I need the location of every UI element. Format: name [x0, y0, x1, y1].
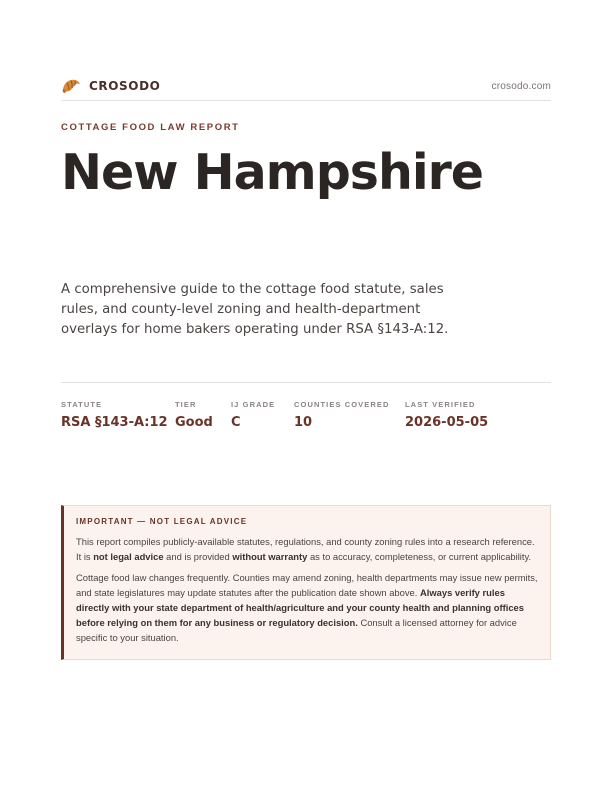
notice-text: This report compiles publicly-available statutes, regulations, and county zoning rules into a research reference. It is: [76, 536, 535, 562]
meta-ij-grade: [231, 400, 275, 430]
site-url[interactable]: crosodo.com: [491, 80, 551, 92]
page-title: New Hampshire: [61, 144, 484, 201]
notice-paragraph: [76, 534, 538, 564]
brand[interactable]: [61, 77, 160, 95]
report-meta: [61, 400, 551, 440]
divider: [61, 382, 551, 383]
notice-paragraph: [76, 570, 538, 645]
meta-value: 10: [294, 415, 313, 430]
croissant-icon: [61, 77, 81, 95]
meta-label: STATUTE: [61, 400, 103, 409]
report-lede: A comprehensive guide to the cottage food statute, sales rules, and county-level zoning and health-department overlays for home bakers operating under RSA §143-A:12.: [61, 282, 449, 337]
meta-label: COUNTIES COVERED: [294, 400, 390, 409]
meta-label: IJ GRADE: [231, 400, 276, 409]
notice-title: IMPORTANT — NOT LEGAL ADVICE: [76, 517, 248, 526]
notice-emphasis: without warranty: [232, 551, 308, 562]
notice-text: Consult a licensed attorney for advice specific to your situation.: [76, 617, 517, 643]
divider: [61, 100, 551, 101]
report-kicker: COTTAGE FOOD LAW REPORT: [61, 122, 240, 133]
meta-counties-covered: [294, 400, 390, 430]
header: [61, 76, 551, 96]
notice-text: Cottage food law changes frequently. Counties may amend zoning, health departments may issue new permits, and state legislatures may update statutes after the publication date shown above.: [76, 572, 538, 598]
notice-text: and is provided: [163, 551, 233, 562]
meta-value: RSA §143-A:12: [61, 415, 168, 430]
notice-text: as to accuracy, completeness, or current applicability.: [307, 551, 532, 562]
meta-label: TIER: [175, 400, 197, 409]
meta-value: 2026-05-05: [405, 415, 489, 430]
notice-emphasis: not legal advice: [93, 551, 164, 562]
legal-notice: [61, 505, 551, 660]
meta-label: LAST VERIFIED: [405, 400, 476, 409]
meta-value: Good: [175, 415, 213, 430]
meta-statute: [61, 400, 168, 430]
meta-tier: [175, 400, 213, 430]
meta-value: C: [231, 415, 241, 430]
brand-name: CROSODO: [89, 79, 161, 93]
meta-last-verified: [405, 400, 488, 430]
notice-emphasis: Always verify rules directly with your state department of health/agriculture and your county health and planning offices before relying on them for any business or regulatory decision.: [76, 587, 524, 628]
